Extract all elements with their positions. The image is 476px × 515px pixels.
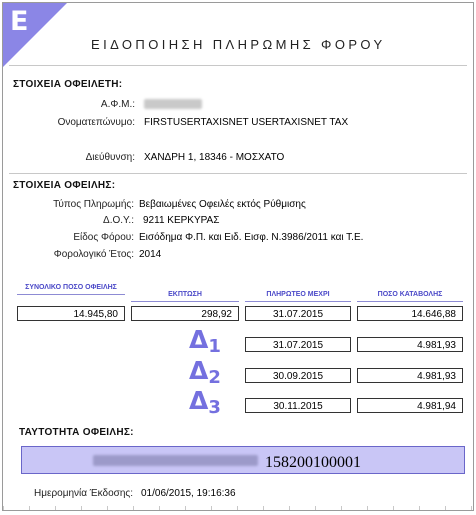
identity-section-title: ΤΑΥΤΟΤΗΤΑ ΟΦΕΙΛΗΣ:	[19, 427, 134, 438]
discount-field: 298,92	[131, 306, 239, 321]
debtor-section-title: ΣΤΟΙΧΕΙΑ ΟΦΕΙΛΕΤΗ:	[13, 79, 123, 90]
debt-section-title: ΣΤΟΙΧΕΙΑ ΟΦΕΙΛΗΣ:	[13, 180, 116, 191]
total-amount-field: 14.945,80	[17, 306, 125, 321]
payment-type-label: Τύπος Πληρωμής:	[53, 199, 134, 210]
due-date-field: 31.07.2015	[245, 306, 351, 321]
document-title: ΕΙΔΟΠΟΙΗΣΗ ΠΛΗΡΩΜΗΣ ΦΟΡΟΥ	[91, 37, 386, 52]
name-label: Ονοματεπώνυμο:	[57, 117, 135, 128]
tax-year-value: 2014	[139, 249, 162, 260]
col-header-payment: ΠΟΣΟ ΚΑΤΑΒΟΛΗΣ	[357, 291, 463, 302]
installment-marker: $\Delta_2$	[189, 356, 221, 388]
doy-label: Δ.Ο.Υ.:	[103, 215, 134, 226]
col-header-discount: ΕΚΠΤΩΣΗ	[131, 291, 239, 302]
payment-amount-field: 14.646,88	[357, 306, 463, 321]
installment-marker: $\Delta_1$	[189, 325, 221, 357]
tax-year-label: Φορολογικό Έτος:	[53, 249, 134, 260]
installment-amount: 4.981,94	[357, 398, 463, 413]
divider	[9, 65, 467, 66]
divider	[9, 173, 467, 174]
afm-label: Α.Φ.Μ.:	[100, 99, 135, 110]
issue-date-value: 01/06/2015, 19:16:36	[141, 488, 236, 499]
tax-type-value: Εισόδημα Φ.Π. και Ειδ. Εισφ. Ν.3986/2011 και Τ.Ε.	[139, 232, 364, 243]
issue-date-label: Ημερομηνία Έκδοσης:	[34, 488, 133, 499]
identity-number: 158200100001	[265, 454, 361, 471]
doy-value: 9211 ΚΕΡΚΥΡΑΣ	[143, 215, 220, 226]
installment-marker: $\Delta_3$	[189, 386, 221, 418]
payment-type-value: Βεβαιωμένες Οφειλές εκτός Ρύθμισης	[139, 199, 306, 210]
installment-date: 31.07.2015	[245, 337, 351, 352]
afm-value-redacted	[144, 99, 202, 109]
installment-amount: 4.981,93	[357, 368, 463, 383]
corner-letter: E	[10, 6, 29, 37]
identity-redacted	[93, 455, 258, 466]
installment-date: 30.11.2015	[245, 398, 351, 413]
name-value: FIRSTUSERTAXISNET USERTAXISNET TAX	[144, 117, 349, 128]
installment-amount: 4.981,93	[357, 337, 463, 352]
col-header-due: ΠΛΗΡΩΤΕΟ ΜΕΧΡΙ	[245, 291, 351, 302]
tax-type-label: Είδος Φόρου:	[73, 232, 134, 243]
col-header-total: ΣΥΝΟΛΙΚΟ ΠΟΣΟ ΟΦΕΙΛΗΣ	[17, 284, 125, 295]
address-value: ΧΑΝΔΡΗ 1, 18346 - ΜΟΣΧΑΤΟ	[144, 152, 285, 163]
installment-date: 30.09.2015	[245, 368, 351, 383]
bottom-ruler	[3, 506, 473, 510]
address-label: Διεύθυνση:	[85, 152, 135, 163]
payment-notice	[2, 2, 474, 511]
